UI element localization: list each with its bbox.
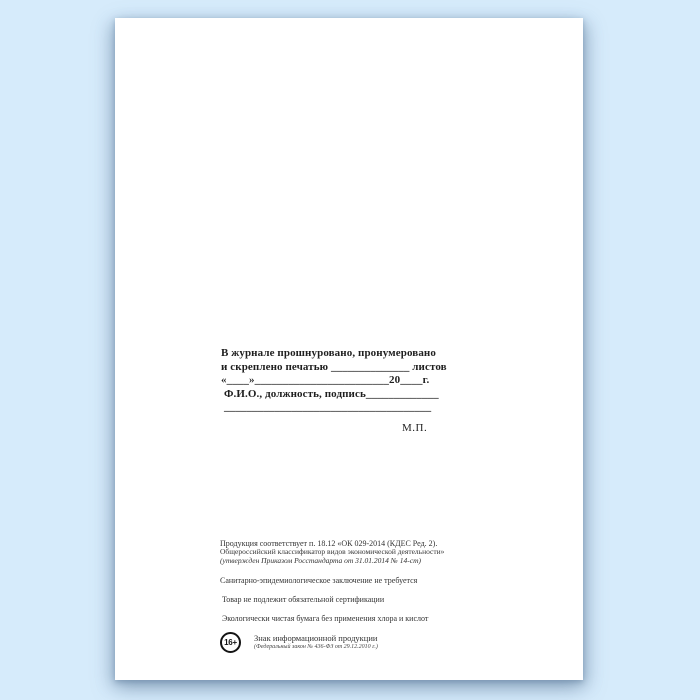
info-sign-law: (Федеральный закон № 436-ФЗ от 29.12.2010 г.): [254, 643, 378, 650]
sanitary-note: Санитарно-эпидемиологическое заключение не требуется: [220, 576, 418, 585]
certification-note: Товар не подлежит обязательной сертификации: [222, 595, 385, 604]
binding-statement: [221, 347, 446, 415]
binding-statement-line5: _____________________________________: [224, 401, 432, 413]
document-page: [115, 18, 583, 680]
binding-statement-line1: В журнале прошнуровано, пронумеровано: [221, 347, 436, 359]
binding-statement-line4: Ф.И.О., должность, подпись_____________: [224, 387, 439, 400]
eco-note: Экологически чистая бумага без применения хлора и кислот: [222, 614, 429, 623]
footnotes-block: [220, 539, 520, 653]
compliance-note-line1: Продукция соответствует п. 18.12 «ОК 029-2014 (КДЕС Ред. 2).: [220, 539, 438, 548]
compliance-note-line2: Общероссийский классификатор видов экономической деятельности»: [220, 547, 445, 556]
compliance-note-line3: (утвержден Приказом Росстандарта от 31.01.2014 № 14-ст): [220, 555, 421, 565]
info-sign-text: [254, 634, 378, 651]
age-rating-16plus-icon: 16+: [220, 632, 241, 653]
stamp-placeholder: М.П.: [402, 422, 428, 434]
binding-statement-line3: «____»________________________20____г.: [221, 374, 430, 386]
info-sign-title: Знак информационной продукции: [254, 633, 378, 644]
info-sign-row: [220, 632, 520, 653]
binding-statement-line2: и скреплено печатью ______________ листов: [221, 360, 447, 373]
